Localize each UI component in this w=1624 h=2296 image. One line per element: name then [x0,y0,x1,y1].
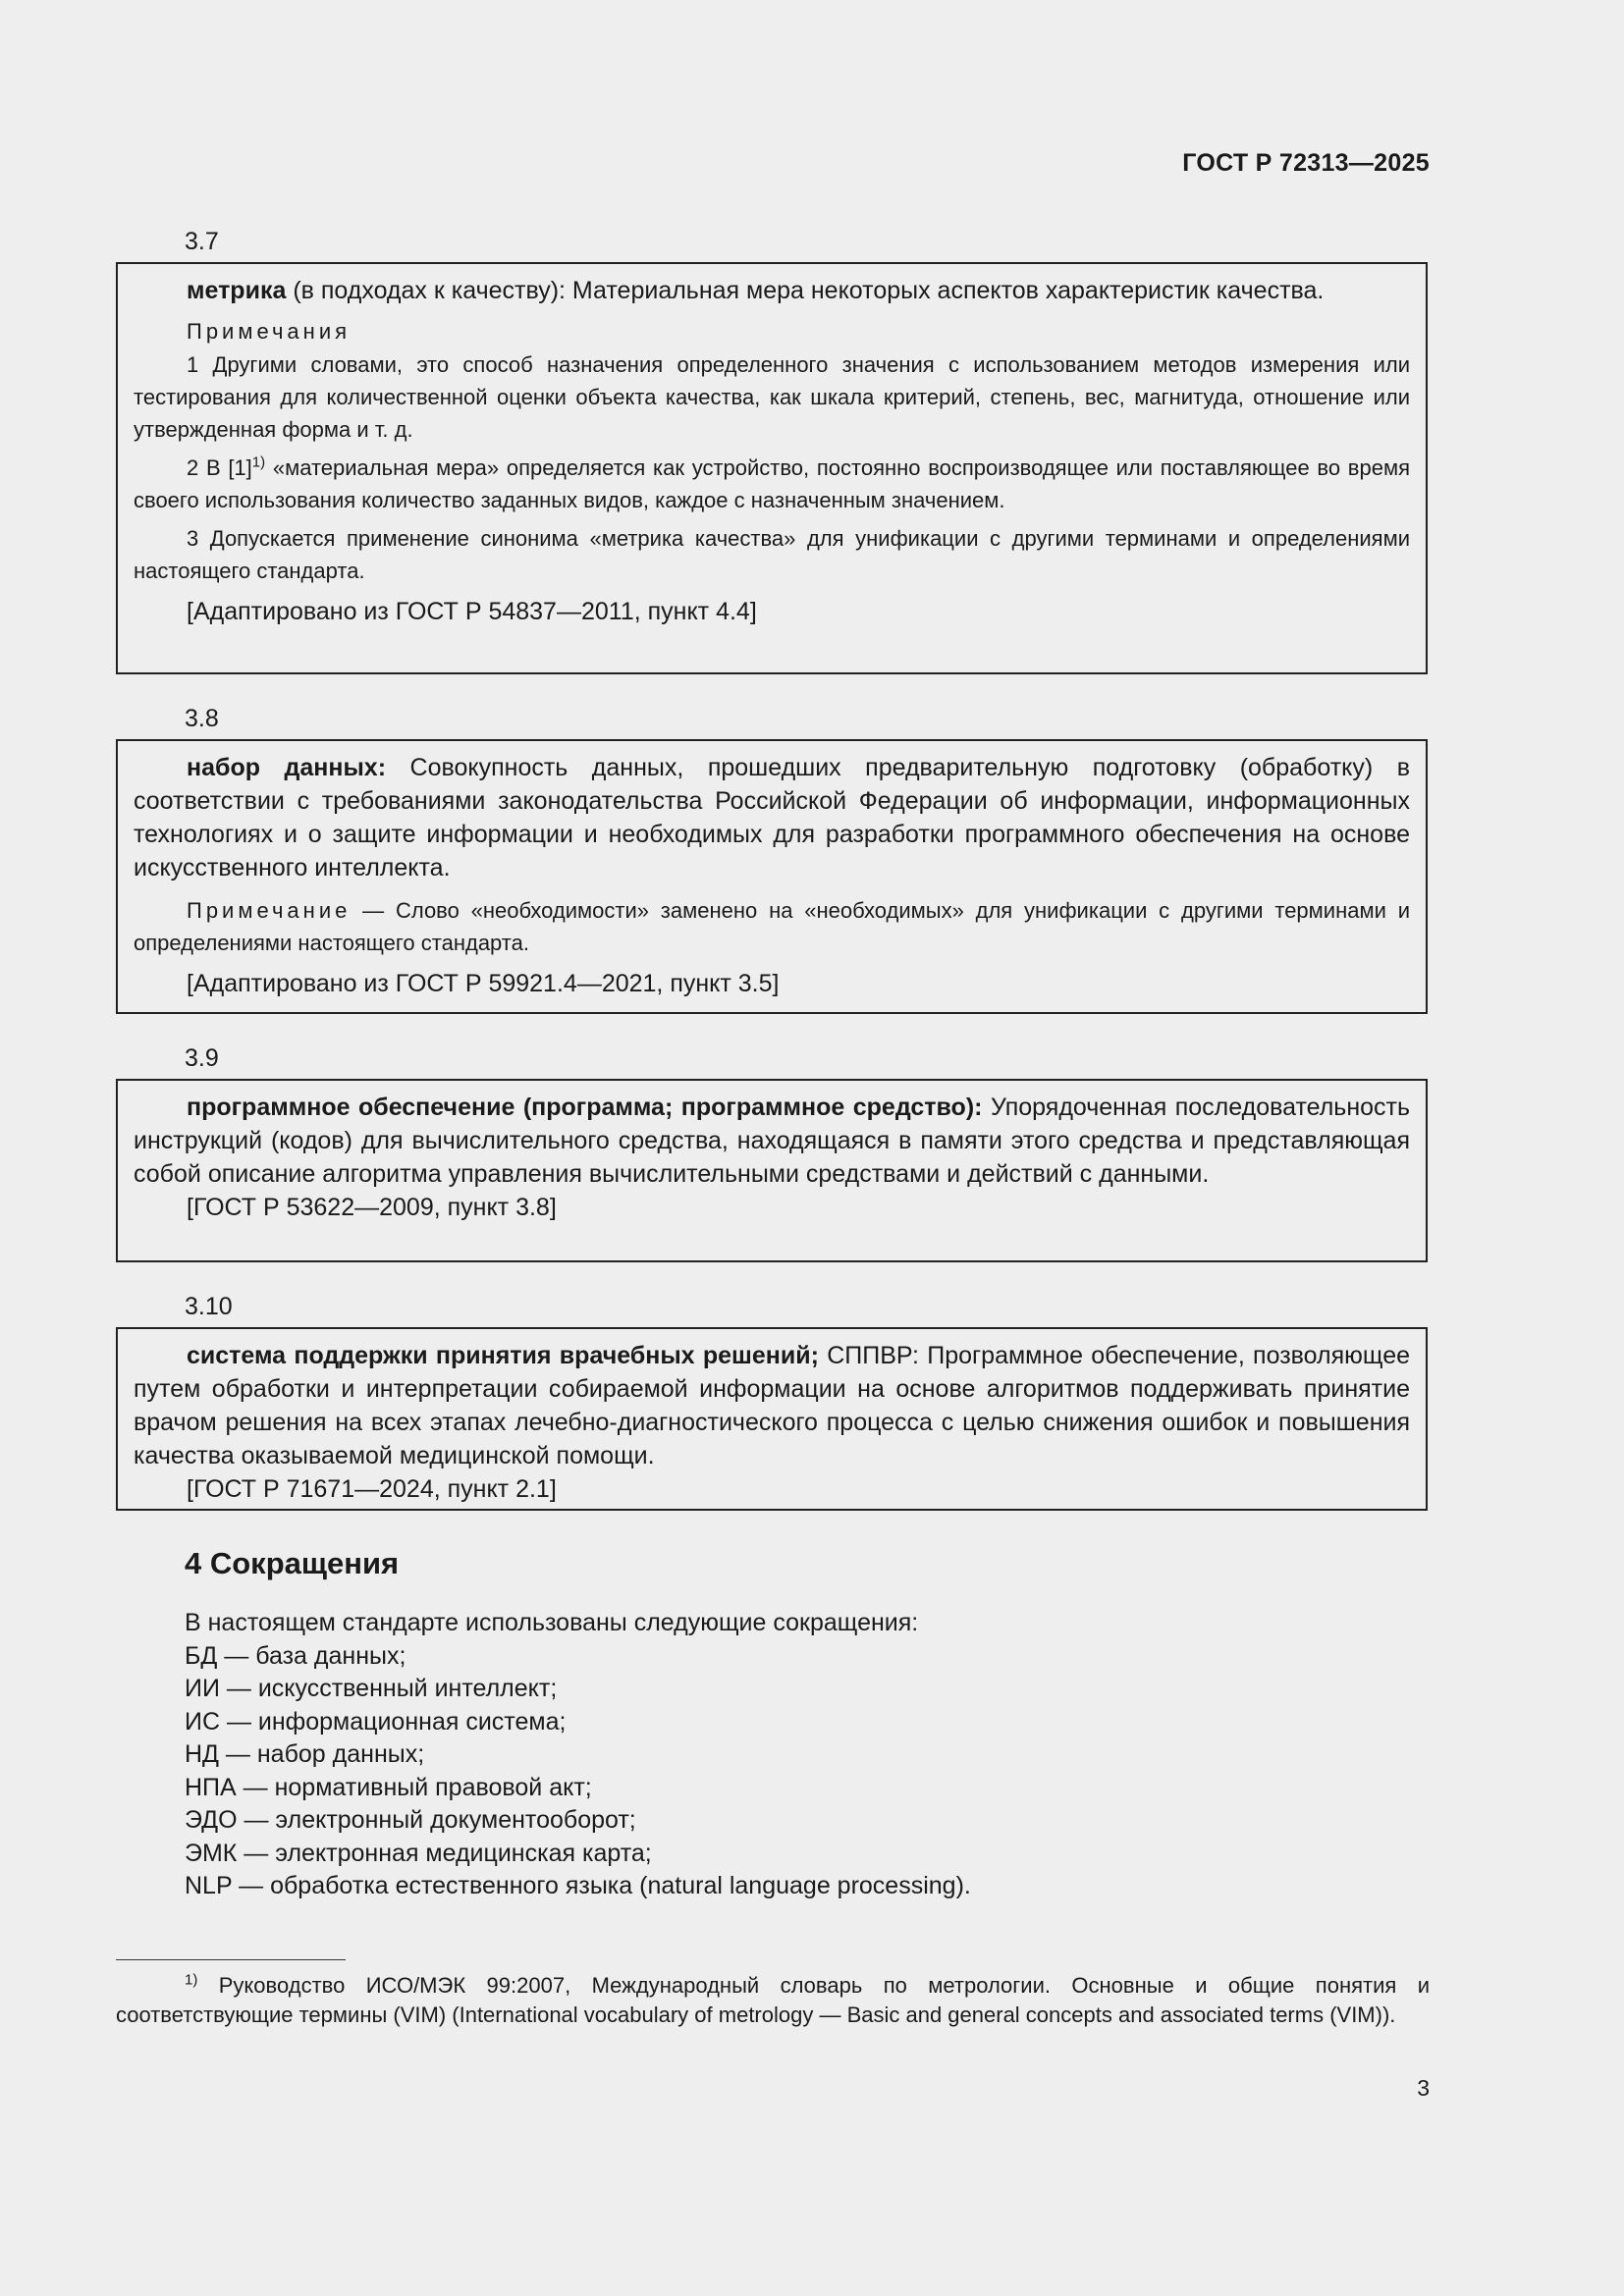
abbreviation-item: ИС — информационная система; [185,1707,567,1735]
term-definition-text: Совокупность данных, прошедших предварительную подготовку (обработку) в соответствии с требованиями законодательства Российской Федерации об информации, информационных технологиях и о защите информации и необходимых для разработки программного обеспечения на основе искусственного интеллекта. [134,754,1410,881]
term-source: [ГОСТ Р 53622—2009, пункт 3.8] [187,1194,557,1221]
note-text: — Слово «необходимости» заменено на «необходимых» для унификации с другими терминами и определениями настоящего стандарта. [134,898,1410,955]
abbreviation-item: НД — набор данных; [185,1740,425,1768]
term-definition [134,1339,1410,1472]
abbreviation-item: ИИ — искусственный интеллект; [185,1675,558,1702]
document-header: ГОСТ Р 72313—2025 [1182,149,1430,177]
footnote-text: Руководство ИСО/МЭК 99:2007, Международный словарь по метрологии. Основные и общие понятия и соответствующие термины (VIM) (International vocabulary of metrology — Basic and general concepts and associated terms (VIM)). [116,1973,1430,2027]
term-number: 3.9 [185,1044,219,1072]
term-number: 3.8 [185,705,219,732]
term-definition [134,751,1410,884]
notes-heading: Примечания [187,319,352,344]
footnote-mark: 1) [185,1971,198,1989]
note-1: 1 Другими словами, это способ назначения определенного значения с использованием методов измерения или тестирования для количественной оценки объекта качества, как шкала критерий, степень, вес, магнитуда, отношение или утвержденная форма и т. д. [134,352,1410,442]
note-2-text: «материальная мера» определяется как устройство, постоянно воспроизводящее или поставляющее во время своего использования количество заданных видов, каждое с назначенным значением. [134,455,1410,512]
footnote-divider [116,1959,346,1960]
term-source: [Адаптировано из ГОСТ Р 54837—2011, пункт 4.4] [187,598,757,625]
note-label: Примечание [187,898,352,923]
term-number: 3.10 [185,1293,233,1320]
abbreviations-intro: В настоящем стандарте использованы следующие сокращения: [185,1609,919,1636]
term-box-cdss [116,1327,1428,1511]
abbreviation-item: ЭМК — электронная медицинская карта; [185,1839,652,1867]
footnote [116,1971,1430,2030]
term-name: программное обеспечение (программа; программное средство): [187,1094,983,1121]
term-number: 3.7 [185,228,219,255]
term-source: [ГОСТ Р 71671—2024, пункт 2.1] [187,1475,557,1503]
note-3: 3 Допускается применение синонима «метрика качества» для унификации с другими терминами и определениями настоящего стандарта. [134,526,1410,583]
page-number: 3 [1417,2075,1430,2101]
note-2 [134,452,1410,516]
term-definition-text: СППВР: Программное обеспечение, позволяющее путем обработки и интерпретации собираемой информации на основе алгоритмов поддерживать принятие врачом решения на всех этапах лечебно-диагностического процесса с целью снижения ошибок и повышения качества оказываемой медицинской помощи. [134,1342,1411,1469]
term-definition [134,274,1410,307]
section-title: 4 Сокращения [185,1546,400,1580]
abbreviation-item: НПА — нормативный правовой акт; [185,1773,592,1801]
term-name: метрика [187,277,287,304]
abbreviations-list [185,1607,971,1903]
term-name: система поддержки принятия врачебных решений; [187,1342,819,1369]
footnote-ref: 1) [251,454,266,471]
term-definition-text: (в подходах к качеству): Материальная мера некоторых аспектов характеристик качества. [286,277,1325,304]
term-definition [134,1091,1410,1191]
term-box-dataset [116,739,1428,1014]
term-box-metric [116,262,1428,674]
term-name: набор данных: [187,754,387,781]
term-box-software [116,1079,1428,1262]
term-source: [Адаптировано из ГОСТ Р 59921.4—2021, пункт 3.5] [187,970,780,997]
abbreviation-item: БД — база данных; [185,1641,406,1670]
note [134,894,1410,959]
term-definition-text: Упорядоченная последовательность инструкций (кодов) для вычислительного средства, находящаяся в памяти этого средства и представляющая собой описание алгоритма управления вычислительными средствами и действий с данными. [134,1094,1410,1188]
note-2-prefix: 2 В [1] [187,455,252,480]
abbreviation-item: NLP — обработка естественного языка (natural language processing). [185,1872,971,1899]
abbreviation-item: ЭДО — электронный документооборот; [185,1806,636,1834]
